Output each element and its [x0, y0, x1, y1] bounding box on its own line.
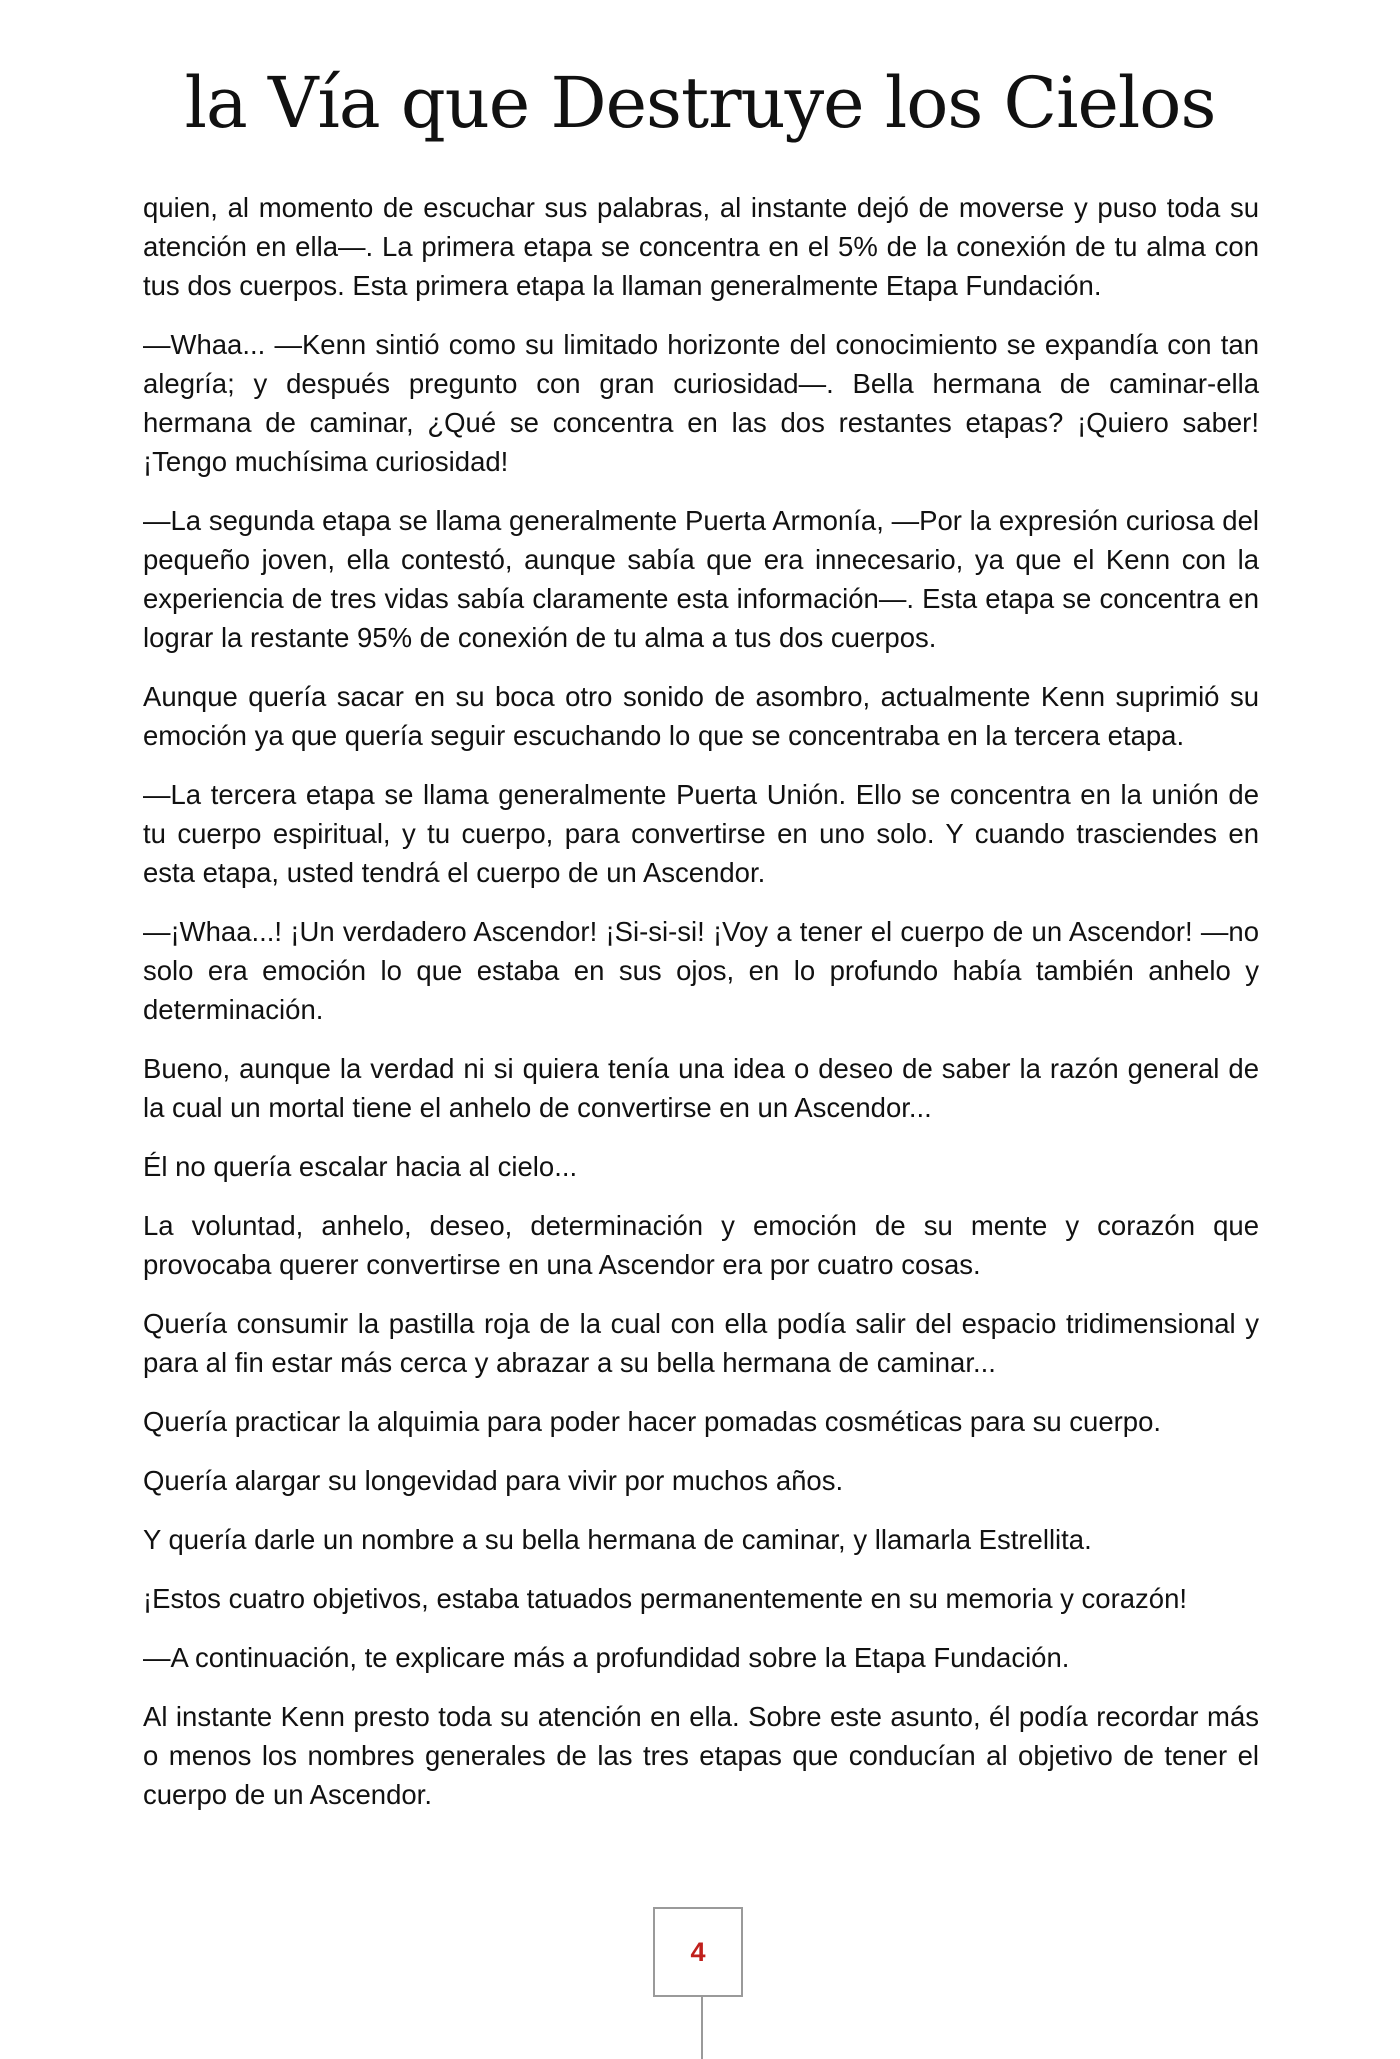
paragraph: Él no quería escalar hacia al cielo...: [143, 1151, 578, 1182]
paragraph: quien, al momento de escuchar sus palabras, al instante dejó de moverse y puso toda su atención en ella—. La primera etapa se concentra en el 5% de la conexión de tu alma con tus dos cuerpos. Esta primera etapa la llaman generalmente Etapa Fundación.: [143, 192, 1259, 301]
paragraph: —La segunda etapa se llama generalmente Puerta Armonía, —Por la expresión curiosa del pequeño joven, ella contestó, aunque sabía que era innecesario, ya que el Kenn con la experiencia de tres vidas sabía claramente esta información—. Esta etapa se concentra en lograr la restante 95% de conexión de tu alma a tus dos cuerpos.: [143, 505, 1259, 653]
paragraph: Aunque quería sacar en su boca otro sonido de asombro, actualmente Kenn suprimió su emoción ya que quería seguir escuchando lo que se concentraba en la tercera etapa.: [143, 681, 1259, 751]
paragraph: —A continuación, te explicare más a profundidad sobre la Etapa Fundación.: [143, 1642, 1070, 1673]
page-number-box: [653, 1907, 743, 1997]
paragraph: La voluntad, anhelo, deseo, determinación y emoción de su mente y corazón que provocaba querer convertirse en una Ascendor era por cuatro cosas.: [143, 1210, 1259, 1280]
paragraph: —La tercera etapa se llama generalmente Puerta Unión. Ello se concentra en la unión de tu cuerpo espiritual, y tu cuerpo, para convertirse en uno solo. Y cuando trasciendes en esta etapa, usted tendrá el cuerpo de un Ascendor.: [143, 779, 1259, 888]
paragraph: ¡Estos cuatro objetivos, estaba tatuados permanentemente en su memoria y corazón!: [143, 1583, 1188, 1614]
paragraph: Al instante Kenn presto toda su atención en ella. Sobre este asunto, él podía recordar más o menos los nombres generales de las tres etapas que conducían al objetivo de tener el cuerpo de un Ascendor.: [143, 1701, 1259, 1810]
paragraph: Bueno, aunque la verdad ni si quiera tenía una idea o deseo de saber la razón general de la cual un mortal tiene el anhelo de convertirse en un Ascendor...: [143, 1053, 1259, 1123]
body-text: [143, 188, 1259, 1834]
book-title: la Vía que Destruye los Cielos: [184, 62, 1216, 144]
paragraph: Quería practicar la alquimia para poder hacer pomadas cosméticas para su cuerpo.: [143, 1406, 1162, 1437]
paragraph: —¡Whaa...! ¡Un verdadero Ascendor! ¡Si-si-si! ¡Voy a tener el cuerpo de un Ascendor! —no solo era emoción lo que estaba en sus ojos, en lo profundo había también anhelo y determinación.: [143, 916, 1259, 1025]
paragraph: —Whaa... —Kenn sintió como su limitado horizonte del conocimiento se expandía con tan alegría; y después pregunto con gran curiosidad—. Bella hermana de caminar-ella hermana de caminar, ¿Qué se concentra en las dos restantes etapas? ¡Quiero saber! ¡Tengo muchísima curiosidad!: [143, 329, 1259, 477]
paragraph: Quería alargar su longevidad para vivir por muchos años.: [143, 1465, 844, 1496]
paragraph: Y quería darle un nombre a su bella hermana de caminar, y llamarla Estrellita.: [143, 1524, 1092, 1555]
page-number: 4: [690, 1936, 706, 1967]
page-number-connector-line: [701, 1997, 703, 2059]
paragraph: Quería consumir la pastilla roja de la cual con ella podía salir del espacio tridimensional y para al fin estar más cerca y abrazar a su bella hermana de caminar...: [143, 1308, 1259, 1378]
